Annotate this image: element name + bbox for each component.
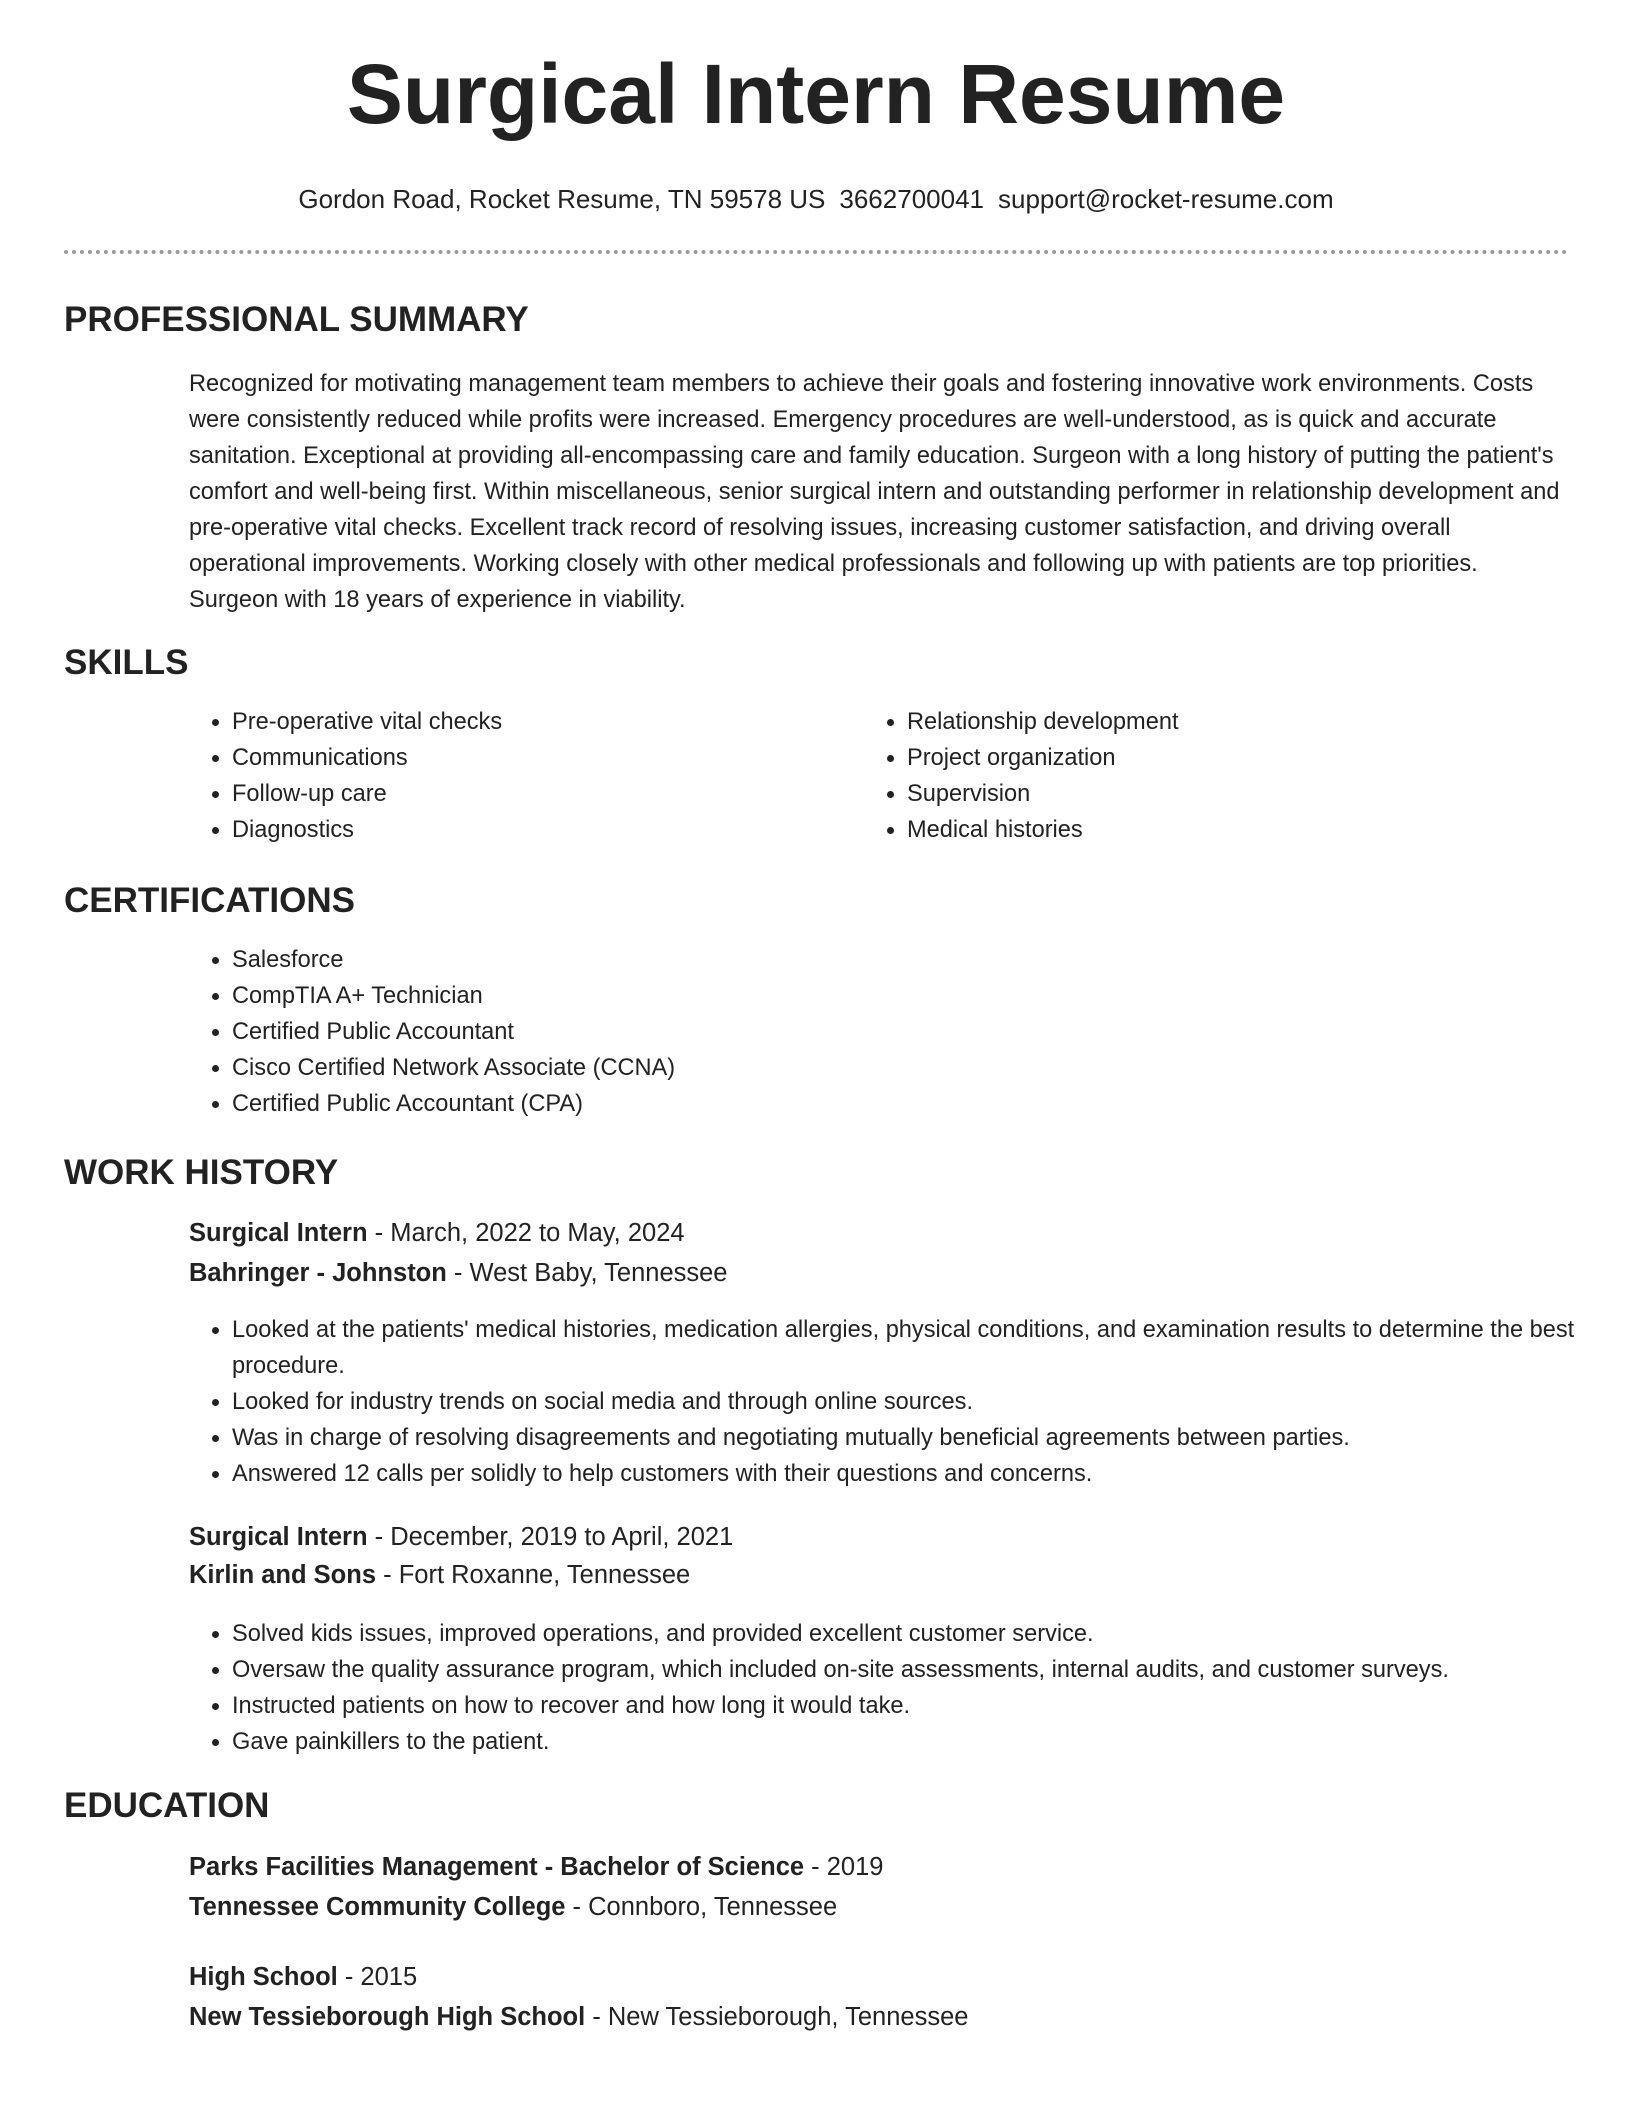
education-year: - 2019 [804,1853,884,1881]
list-item: • Follow-up care [232,776,792,812]
education-school-line [189,2002,968,2033]
list-item: • Was in charge of resolving disagreements and negotiating mutually beneficial agreements between parties. [232,1420,1612,1456]
certifications-list [189,942,1332,1122]
list-item: • Oversaw the quality assurance program, which included on-site assessments, internal audits, and customer surveys. [232,1652,1612,1688]
resume-title: Surgical Intern Resume [346,47,1286,141]
list-item: • Looked at the patients' medical histories, medication allergies, physical conditions, and examination results to determine the best procedure. [232,1312,1612,1384]
summary-text: Recognized for motivating management team members to achieve their goals and fostering innovative work environments. Costs were consistently reduced while profits were increased. Emergency procedures are well-understood, as is quick and accurate sanitation. Exceptional at providing all-encompassing care and family education. Surgeon with a long history of putting the patient's comfort and well-being first. Within miscellaneous, senior surgical intern and outstanding performer in relationship development and pre-operative vital checks. Excellent track record of resolving issues, increasing customer satisfaction, and driving overall operational improvements. Working closely with other medical professionals and following up with patients are top priorities. Surgeon with 18 years of experience in viability. [189,371,1560,613]
job-title-line [189,1522,733,1553]
contact-line [0,184,1632,215]
list-item: • Pre-operative vital checks [232,704,792,740]
job-dates: - March, 2022 to May, 2024 [367,1219,685,1247]
skills-list-left [189,704,792,848]
job-bullets [189,1312,1612,1492]
section-heading-education: EDUCATION [64,1786,270,1825]
education-degree-line [189,1852,883,1883]
job-company: Kirlin and Sons [189,1561,377,1589]
section-heading-certifications: CERTIFICATIONS [64,881,356,920]
job-company-line [189,1560,690,1591]
contact-phone: 3662700041 [839,184,984,214]
job-title: Surgical Intern [189,1219,368,1247]
list-item: • Certified Public Accountant [232,1014,1332,1050]
education-degree-line [189,1962,417,1993]
list-item: • Project organization [907,740,1547,776]
job-company-line [189,1258,728,1289]
education-school: Tennessee Community College [189,1893,566,1921]
list-item: • Instructed patients on how to recover and how long it would take. [232,1688,1612,1724]
contact-address: Gordon Road, Rocket Resume, TN 59578 US [298,184,826,214]
education-school-line [189,1892,837,1923]
list-item: • Cisco Certified Network Associate (CCNA) [232,1050,1332,1086]
header-divider [64,250,1568,254]
education-degree: High School [189,1963,338,1991]
job-company: Bahringer - Johnston [189,1259,447,1287]
education-location: - New Tessieborough, Tennessee [585,2003,969,2031]
list-item: • CompTIA A+ Technician [232,978,1332,1014]
education-year: - 2015 [337,1963,418,1991]
list-item: • Looked for industry trends on social media and through online sources. [232,1384,1612,1420]
list-item: • Gave painkillers to the patient. [232,1724,1612,1760]
list-item: • Communications [232,740,792,776]
job-location: - West Baby, Tennessee [446,1259,728,1287]
list-item: • Medical histories [907,812,1547,848]
education-degree: Parks Facilities Management - Bachelor of Science [189,1853,805,1881]
list-item: • Relationship development [907,704,1547,740]
education-location: - Connboro, Tennessee [565,1893,838,1921]
job-title: Surgical Intern [189,1523,368,1551]
section-heading-summary: PROFESSIONAL SUMMARY [64,300,529,339]
job-dates: - December, 2019 to April, 2021 [367,1523,734,1551]
job-location: - Fort Roxanne, Tennessee [376,1561,691,1589]
section-heading-skills: SKILLS [64,643,189,682]
list-item: • Certified Public Accountant (CPA) [232,1086,1332,1122]
list-item: • Salesforce [232,942,1332,978]
job-title-line [189,1218,685,1249]
list-item: • Solved kids issues, improved operations, and provided excellent customer service. [232,1616,1612,1652]
list-item: • Diagnostics [232,812,792,848]
section-heading-work-history: WORK HISTORY [64,1153,339,1192]
job-bullets [189,1616,1612,1760]
education-school: New Tessieborough High School [189,2003,586,2031]
skills-list-right [864,704,1547,848]
list-item: • Supervision [907,776,1547,812]
contact-email: support@rocket-resume.com [998,184,1334,214]
list-item: • Answered 12 calls per solidly to help customers with their questions and concerns. [232,1456,1612,1492]
